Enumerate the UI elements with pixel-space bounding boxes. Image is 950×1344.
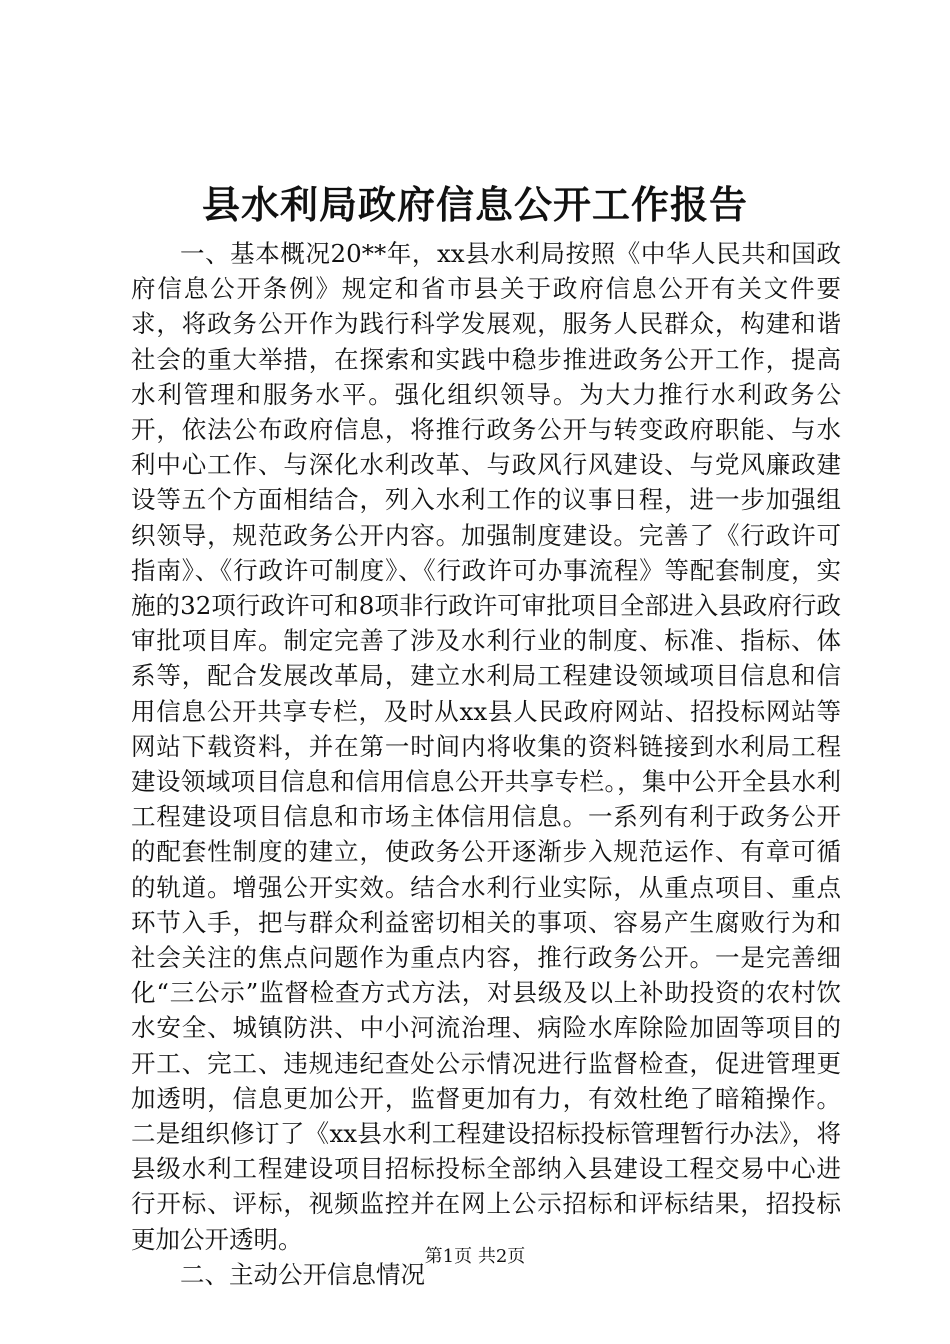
document-body (131, 236, 841, 1292)
document-title: 县水利局政府信息公开工作报告 (201, 182, 748, 227)
paragraph-basic-overview: 一、基本概况20**年，xx县水利局按照《中华人民共和国政府信息公开条例》规定和省市县关于政府信息公开有关文件要求，将政务公开作为践行科学发展观，服务人民群众，构建和谐社会的重大举措，在探索和实践中稳步推进政务公开工作，提高水利管理和服务水平。强化组织领导。为大力推行水利政务公开，依法公布政府信息，将推行政务公开与转变政府职能、与水利中心工作、与深化水利改革、与政风行风建设、与党风廉政建设等五个方面相结合，列入水利工作的议事日程，进一步加强组织领导，规范政务公开内容。加强制度建设。完善了《行政许可指南》、《行政许可制度》、《行政许可办事流程》等配套制度，实施的32项行政许可和8项非行政许可审批项目全部进入县政府行政审批项目库。制定完善了涉及水利行业的制度、标准、指标、体系等，配合发展改革局，建立水利局工程建设领域项目信息和信用信息公开共享专栏，及时从xx县人民政府网站、招投标网站等网站下载资料，并在第一时间内将收集的资料链接到水利局工程建设领域项目信息和信用信息公开共享专栏。，集中公开全县水利工程建设项目信息和市场主体信用信息。一系列有利于政务公开的配套性制度的建立，使政务公开逐渐步入规范运作、有章可循的轨道。增强公开实效。结合水利行业实际，从重点项目、重点环节入手，把与群众利益密切相关的事项、容易产生腐败行为和社会关注的焦点问题作为重点内容，推行政务公开。一是完善细化“三公示”监督检查方式方法，对县级及以上补助投资的农村饮水安全、城镇防洪、中小河流治理、病险水库除险加固等项目的开工、完工、违规违纪查处公示情况进行监督检查，促进管理更加透明，信息更加公开，监督更加有力，有效杜绝了暗箱操作。二是组织修订了《xx县水利工程建设招标投标管理暂行办法》，将县级水利工程建设项目招标投标全部纳入县建设工程交易中心进行开标、评标，视频监控并在网上公示招标和评标结果，招投标更加公开透明。 (131, 239, 841, 1254)
page-number-footer: 第1页 共2页 (424, 1246, 526, 1267)
paragraph-section-two-heading: 二、主动公开信息情况 (180, 1259, 425, 1289)
